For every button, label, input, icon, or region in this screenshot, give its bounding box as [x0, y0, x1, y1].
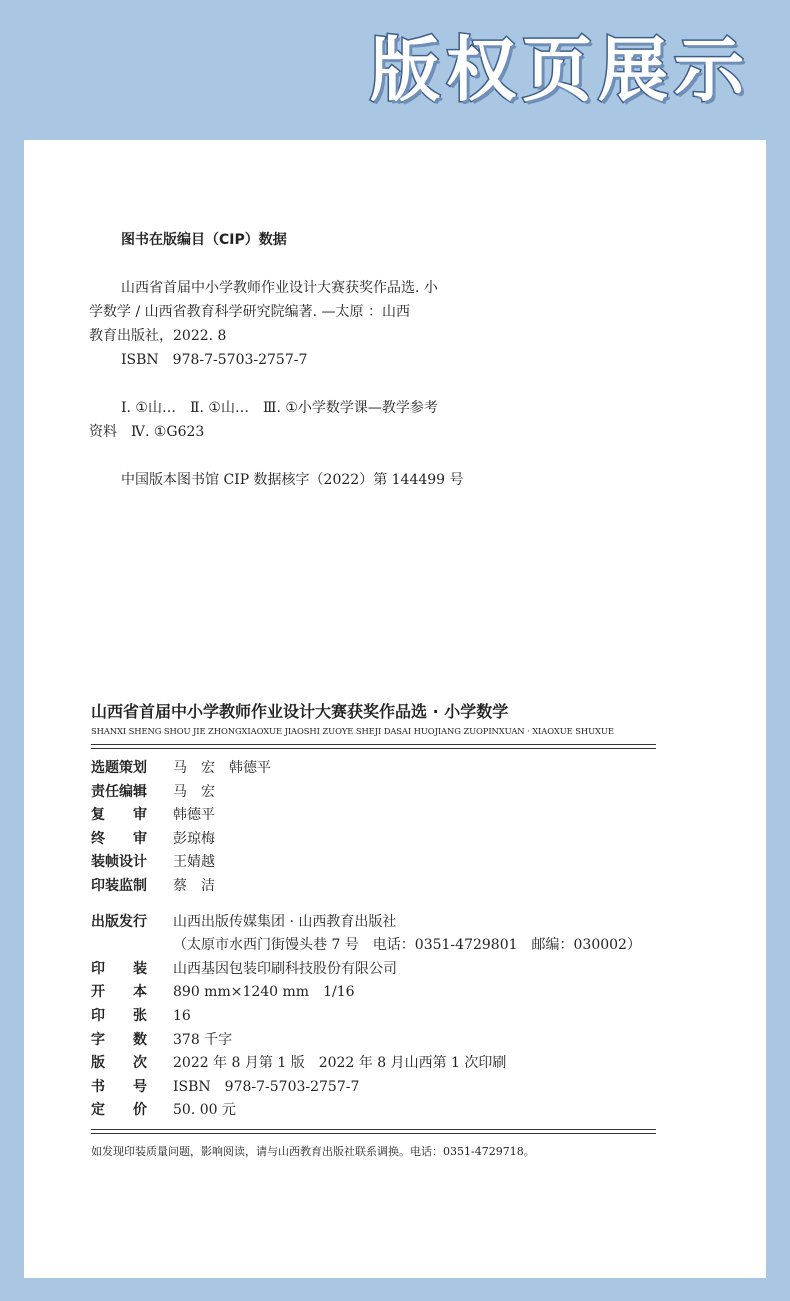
- publisher-row: [91, 911, 656, 935]
- spec-value: 890 mm×1240 mm 1/16: [173, 984, 355, 1001]
- spec-label: 书 号: [91, 1078, 147, 1095]
- cip-classification-2: 资料 Ⅳ. ①G623: [89, 424, 205, 440]
- spec-label: 印 张: [91, 1007, 147, 1024]
- cip-heading: 图书在版编目（CIP）数据: [121, 232, 287, 248]
- staff-label: 复 审: [91, 807, 147, 824]
- staff-label: 选题策划: [91, 760, 147, 776]
- spec-row: [91, 1029, 656, 1053]
- spec-value: ISBN 978-7-5703-2757-7: [173, 1078, 360, 1095]
- spec-row: [91, 1052, 656, 1076]
- staff-row: [91, 875, 656, 899]
- cip-line-3: 教育出版社，2022. 8: [89, 328, 227, 344]
- spec-row: [91, 1099, 656, 1123]
- staff-row: [91, 828, 656, 852]
- staff-value: 马 宏 韩德平: [173, 760, 271, 776]
- copyright-page: [24, 140, 766, 1278]
- spec-row: [91, 958, 656, 982]
- spec-value: 山西基因包装印刷科技股份有限公司: [173, 960, 397, 977]
- cip-line-2: 学数学 / 山西省教育科学研究院编著. —太原 ：山西: [89, 304, 410, 320]
- publisher-address: （太原市水西门街馒头巷 7 号 电话：0351-4729801 邮编：030002）: [173, 937, 641, 954]
- address-row: [91, 934, 656, 958]
- spec-list: [91, 958, 656, 1123]
- cip-isbn: ISBN 978-7-5703-2757-7: [121, 352, 308, 368]
- spec-label: 开 本: [91, 984, 147, 1001]
- staff-label: 终 审: [91, 830, 147, 847]
- divider-rule: [91, 1129, 656, 1134]
- cip-line-1: 山西省首届中小学教师作业设计大赛获奖作品选. 小: [121, 280, 438, 296]
- spec-value: 16: [173, 1007, 191, 1024]
- staff-value: 韩德平: [173, 807, 215, 824]
- publisher-label: 出版发行: [91, 913, 147, 930]
- staff-row: [91, 851, 656, 875]
- spec-row: [91, 1076, 656, 1100]
- staff-list: [91, 757, 656, 899]
- cip-classification-1: Ⅰ. ①山… Ⅱ. ①山… Ⅲ. ①小学数学课—教学参考: [121, 400, 438, 416]
- publisher-value: 山西出版传媒集团 · 山西教育出版社: [173, 913, 397, 930]
- staff-value: 王婧越: [173, 854, 215, 871]
- staff-label: 印装监制: [91, 877, 147, 894]
- banner-title: 版权页展示: [370, 29, 750, 111]
- quality-notice: 如发现印装质量问题，影响阅读，请与山西教育出版社联系调换。电话：0351-4729718。: [91, 1144, 535, 1158]
- staff-label: 装帧设计: [91, 854, 147, 871]
- spec-value: 378 千字: [173, 1031, 233, 1048]
- staff-label: 责任编辑: [91, 783, 147, 800]
- divider-rule: [91, 744, 656, 749]
- staff-value: 蔡 洁: [173, 877, 215, 894]
- spec-label: 定 价: [91, 1102, 147, 1119]
- colophon-block: [91, 700, 656, 1162]
- staff-value: 彭琼梅: [173, 830, 215, 847]
- spec-value: 2022 年 8 月第 1 版 2022 年 8 月山西第 1 次印刷: [173, 1055, 507, 1072]
- cip-block: [89, 228, 609, 492]
- spec-row: [91, 981, 656, 1005]
- spec-label: 字 数: [91, 1031, 147, 1048]
- header-banner: [0, 0, 790, 140]
- book-title: 山西省首届中小学教师作业设计大赛获奖作品选 · 小学数学: [91, 702, 509, 721]
- spec-row: [91, 1005, 656, 1029]
- book-title-pinyin: SHANXI SHENG SHOU JIE ZHONGXIAOXUE JIAOSHI ZUOYE SHEJI DASAI HUOJIANG ZUOPINXUAN · XIAOXUE SHUXUE: [91, 726, 614, 736]
- staff-value: 马 宏: [173, 783, 215, 800]
- staff-row: [91, 757, 656, 781]
- spec-label: 版 次: [91, 1055, 147, 1072]
- staff-row: [91, 781, 656, 805]
- staff-row: [91, 804, 656, 828]
- spec-label: 印 装: [91, 960, 147, 977]
- spec-value: 50. 00 元: [173, 1102, 236, 1119]
- cip-approval-number: 中国版本图书馆 CIP 数据核字（2022）第 144499 号: [121, 472, 464, 488]
